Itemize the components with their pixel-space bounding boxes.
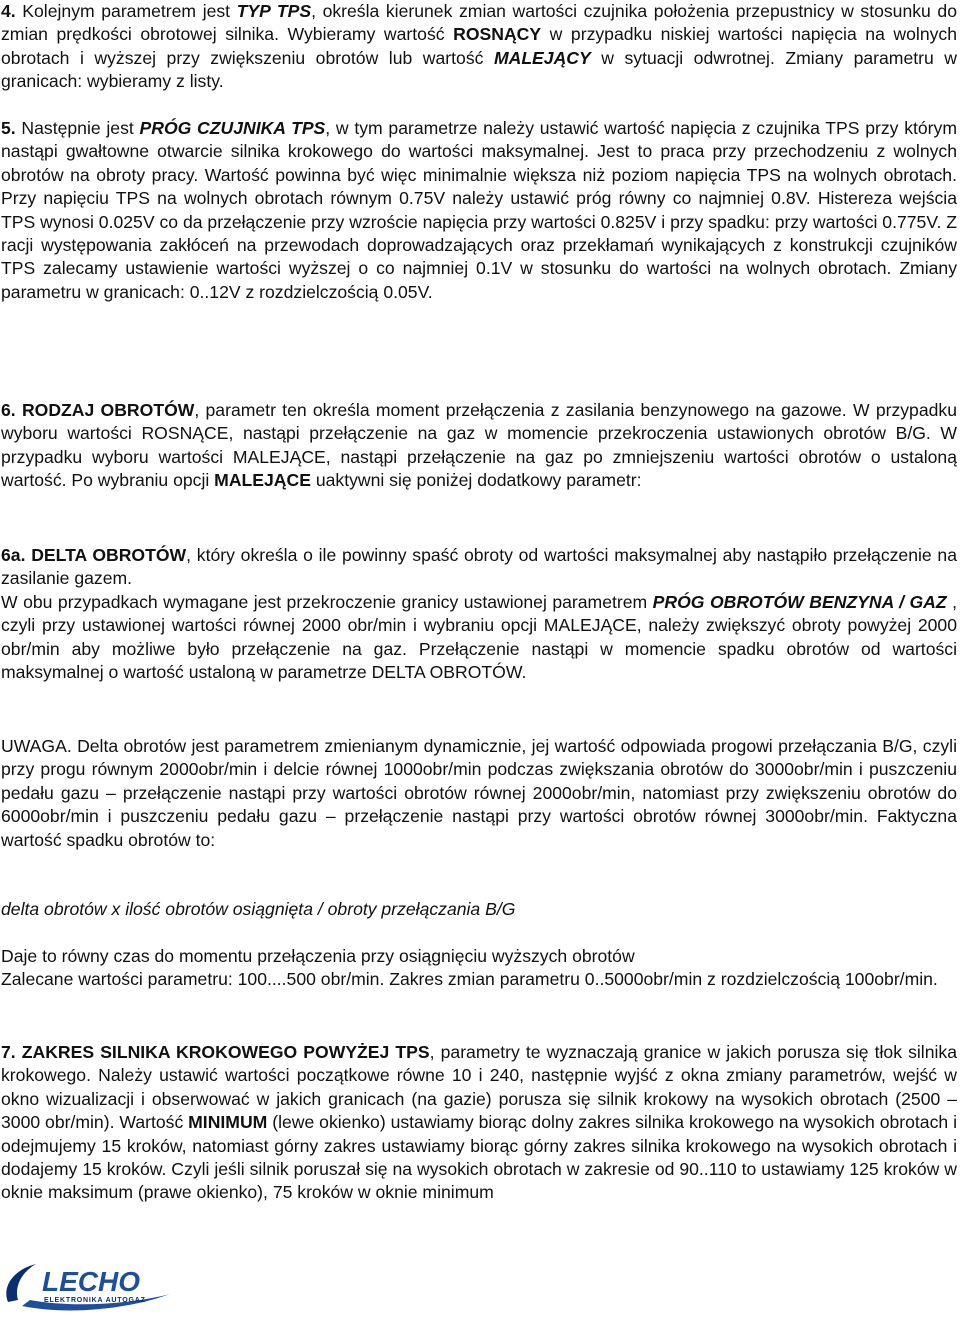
section-4-text: w przypadku niskiej wartości napięcia na wolnych obrotach i wyższej przy zwiększeniu obrotów lub wartość <box>1 24 957 68</box>
section-6-text: , parametr ten określa moment przełączenia z zasilania benzynowego na gazowe. W przypadku wyboru wartości ROSNĄCE, nastąpi przełączenie na gaz w momencie przekroczenia ustawionych obrotów B/G. W przypadku wyboru wartości MALEJĄCE, nastąpi przełączenie na gaz po zmniejszeniu wartości obrotów o ustaloną wartość. Po wybraniu opcji <box>1 400 957 491</box>
section-6a-text: , czyli przy ustawionej wartości równej 2000 obr/min i wybraniu opcji MALEJĄCE, należy zwiększyć obroty powyżej 2000 obr/min aby możliwe było przełączenie na gaz. Przełączenie nastąpi w momencie spadku obrotów od wartości maksymalnej o wartość ustaloną w parametrze DELTA OBROTÓW. <box>1 591 957 683</box>
equal-time-text: Daje to równy czas do momentu przełączenia przy osiągnięciu wyższych obrotów <box>1 946 635 966</box>
logo-swoosh <box>6 1264 36 1302</box>
uwaga-note <box>1 735 957 852</box>
section-5 <box>1 117 957 304</box>
section-6a-paragraph <box>1 544 957 591</box>
param-zakres-silnika-krokowego: ZAKRES SILNIKA KROKOWEGO POWYŻEJ TPS <box>15 1042 430 1062</box>
section-6 <box>1 399 957 493</box>
value-malejacy: MALEJĄCY <box>493 47 591 68</box>
section-7 <box>1 1041 957 1205</box>
recommended-values-text: Zalecane wartości parametru: 100....500 obr/min. Zakres zmian parametru 0..5000obr/min z rozdzielczością 100obr/min. <box>1 969 938 990</box>
value-rosnacy: ROSNĄCY <box>453 24 542 45</box>
logo-tagline: ELEKTRONIKA AUTOGAZ <box>44 1297 146 1304</box>
section-6-paragraph <box>1 399 957 493</box>
section-6a-number: 6a. <box>1 545 26 565</box>
logo-brand: LECHO <box>42 1266 140 1297</box>
section-5-paragraph <box>1 117 957 304</box>
uwaga-paragraph: UWAGA. Delta obrotów jest parametrem zmienianym dynamicznie, jej wartość odpowiada progowi przełączania B/G, czyli przy progu równym 2000obr/min i delcie równej 1000obr/min podczas zwiększania obrotów do 3000obr/min i puszczeniu pedału gazu – przełączenie nastąpi przy wartości obrotów równej 2000obr/min, natomiast przy zwiększeniu obrotów do 6000obr/min i puszczeniu pedału gazu – przełączenie nastąpi przy wartości obrotów równej 3000obr/min. Faktyczna wartość spadku obrotów to: <box>1 736 957 850</box>
section-7-text: (lewe okienko) ustawiamy biorąc dolny zakres silnika krokowego na wysokich obrotach i odejmujemy 15 kroków, natomiast górny zakres ustawiamy biorąc górny zakres silnika krokowego na wysokich obrotach i dodajemy 15 kroków. Czyli jeśli silnik poruszał się na wysokich obrotach w zakresie od 90..110 to ustawiamy 125 kroków w oknie maksimum (prawe okienko), 75 kroków w oknie minimum <box>1 1112 957 1203</box>
section-4 <box>1 0 957 94</box>
param-typ-tps: TYP TPS <box>236 1 312 21</box>
param-rodzaj-obrotow: RODZAJ OBROTÓW <box>15 400 195 420</box>
value-malejace: MALEJĄCE <box>214 470 311 491</box>
section-6-text: uaktywni się poniżej dodatkowy parametr: <box>310 470 642 491</box>
section-6a <box>1 544 957 684</box>
section-6a-text: , który określa o ile powinny spaść obroty od wartości maksymalnej aby nastąpiło przełączenie na zasilanie gazem. <box>1 545 957 589</box>
section-6a-paragraph-2 <box>1 591 957 685</box>
section-5-text: Następnie jest <box>15 118 140 138</box>
formula-block <box>1 898 957 921</box>
param-prog-czujnika-tps: PRÓG CZUJNIKA TPS <box>139 118 326 138</box>
lecho-logo <box>2 1258 172 1314</box>
section-4-text: Kolejnym parametrem jest <box>15 1 237 21</box>
section-5-number: 5. <box>1 118 16 138</box>
section-4-text: , określa kierunek zmian wartości czujnika położenia przepustnicy w stosunku do zmian prędkości obrotowej silnika. Wybieramy wartość <box>1 1 958 45</box>
section-4-paragraph <box>1 0 957 94</box>
param-prog-obrotow-benzyna-gaz: PRÓG OBROTÓW BENZYNA / GAZ <box>652 591 947 612</box>
value-minimum: MINIMUM <box>188 1112 268 1133</box>
formula: delta obrotów x ilość obrotów osiągnięta / obroty przełączania B/G <box>1 899 516 919</box>
section-7-number: 7. <box>1 1042 16 1062</box>
recommended-block <box>1 945 957 992</box>
section-4-text: w sytuacji odwrotnej. Zmiany parametru w granicach: wybieramy z listy. <box>1 47 958 92</box>
section-4-number: 4. <box>1 1 16 21</box>
param-delta-obrotow: DELTA OBROTÓW <box>25 545 187 565</box>
section-5-text: , w tym parametrze należy ustawić wartość napięcia z czujnika TPS przy którym nastąpi gwałtowne otwarcie silnika krokowego do wartości maksymalnej. Jest to praca przy przechodzeniu z wolnych obrotów na obroty pracy. Wartość powinna być więc minimalnie większa niż poziom napięcia TPS na wolnych obrotach. Przy napięciu TPS na wolnych obrotach równym 0.75V należy ustawić próg równy co najmniej 0.8V. Histereza wejścia TPS wynosi 0.025V co da przełączenie przy wzroście napięcia przy wartości 0.825V i przy spadku: przy wartości 0.775V. Z racji występowania zakłóceń na przewodach doprowadzających oraz przekłamań wynikających z konstrukcji czujników TPS zalecamy ustawienie wartości wyższej o co najmniej 0.1V w stosunku do wartości na wolnych obrotach. Zmiany parametru w granicach: 0..12V z rozdzielczością 0.05V. <box>1 118 957 302</box>
section-7-paragraph <box>1 1041 957 1205</box>
section-6a-text: W obu przypadkach wymagane jest przekroczenie granicy ustawionej parametrem <box>1 591 653 612</box>
section-7-text: , parametry te wyznaczają granice w jakich porusza się tłok silnika krokowego. Należy ustawić wartości początkowe równe 10 i 240, następnie wyjść z okna zmiany parametrów, wejść w okno wizualizacji i obserwować w jakich granicach (na gazie) porusza się silnik krokowy na wysokich obrotach (2500 – 3000 obr/min). Wartość <box>1 1042 957 1133</box>
section-6-number: 6. <box>1 400 16 420</box>
